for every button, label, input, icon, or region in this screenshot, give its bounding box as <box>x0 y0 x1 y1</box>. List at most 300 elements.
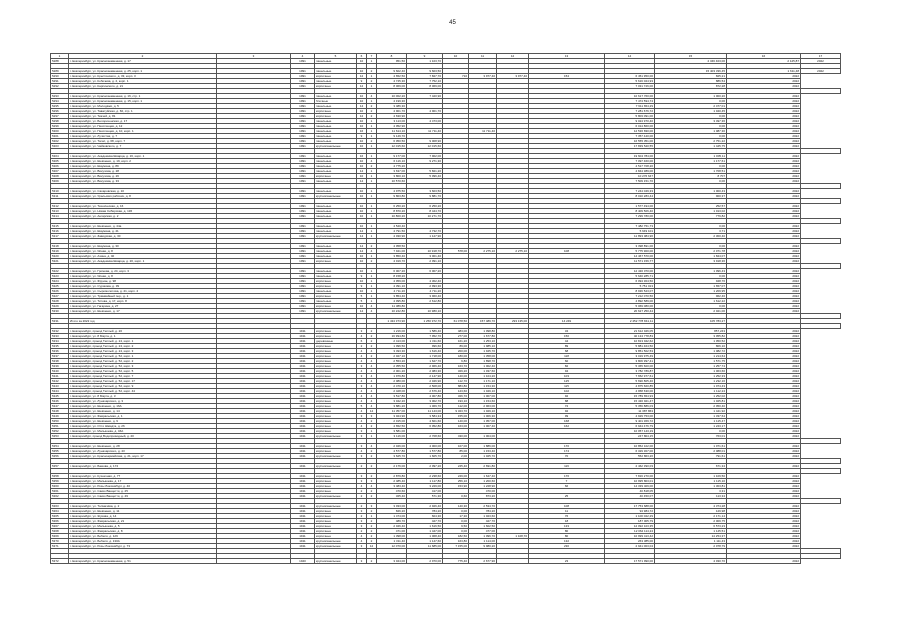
table-cell: 12 070,00 <box>377 544 407 549</box>
table-cell: 7 952,70 <box>407 334 443 339</box>
table-cell: 14 <box>357 179 367 184</box>
table-cell: 10 <box>357 144 367 149</box>
table-cell: 1911 <box>291 444 315 449</box>
table-cell: 6 094 304,50 <box>605 279 655 284</box>
table-cell <box>801 324 841 329</box>
table-cell: 10 <box>357 289 367 294</box>
table-cell: 2 470,10 <box>377 384 407 389</box>
table-cell: 3 <box>357 519 367 524</box>
table-cell: 115 <box>529 384 605 389</box>
table-cell: 1 612,22 <box>655 299 727 304</box>
column-header: 6 <box>357 54 367 59</box>
table-cell: 1 214,64 <box>655 354 727 359</box>
table-cell: 571,30 <box>407 494 443 499</box>
table-cell: 3 <box>357 474 367 479</box>
table-cell: 0,00 <box>655 179 727 184</box>
table-cell: 1 109,50 <box>655 474 727 479</box>
table-cell: 70 <box>529 454 605 459</box>
table-cell: 1 100 022,29 <box>605 514 655 519</box>
table-cell: 7 902,00 <box>407 154 443 159</box>
page-number: 45 <box>449 20 456 26</box>
table-cell: 10 <box>357 69 367 74</box>
table-cell: 6 <box>357 339 367 344</box>
table-cell: 10 <box>357 304 367 309</box>
table-cell: 5 640 285,71 <box>605 274 655 279</box>
table-cell: 2022 <box>727 329 801 334</box>
table-cell: 2 677,90 <box>469 559 497 564</box>
table-cell: 6 573,23 <box>655 524 727 529</box>
table-cell: 775,40 <box>443 559 469 564</box>
table-cell <box>801 184 841 189</box>
table-cell: 10 <box>357 269 367 274</box>
table-cell: 0,00 <box>655 429 727 434</box>
table-cell: 162 <box>529 424 605 429</box>
table-cell: 2 691,80 <box>469 464 497 469</box>
table-cell: панельные <box>315 204 357 209</box>
table-cell: г. Екатеринбург, ул. Розы Люксембург, д. 73 <box>69 544 217 549</box>
table-cell: г. Екатеринбург, ул. Трамвайный пер., д. 1 <box>69 294 217 299</box>
table-cell: 21 612 946,05 <box>605 329 655 334</box>
table-cell: 5321 <box>51 259 69 264</box>
table-cell: 5318 <box>51 244 69 249</box>
table-cell: 2022 <box>727 374 801 379</box>
table-cell: 1 <box>367 129 377 134</box>
table-cell: 5348 <box>51 409 69 414</box>
table-cell: 2 462 390,03 <box>605 464 655 469</box>
table-cell: г. Екатеринбург, ул. Фрунзе, д. 98 <box>69 279 217 284</box>
table-cell: 5312 <box>51 204 69 209</box>
table-cell: 2022 <box>727 294 801 299</box>
table-cell: 2 413,00 <box>377 339 407 344</box>
table-cell: панельные <box>315 254 357 259</box>
table-cell: 11 357,00 <box>377 409 407 414</box>
table-cell: 1991 <box>291 59 315 64</box>
table-cell: кирпичные <box>315 449 357 454</box>
table-cell: 5329 <box>51 304 69 309</box>
table-cell: 4 <box>367 484 377 489</box>
table-cell: 1 <box>367 144 377 149</box>
table-cell: 325,40 <box>377 494 407 499</box>
table-cell: 2022 <box>727 514 801 519</box>
table-cell: кирпичные <box>315 109 357 114</box>
table-cell: 150 <box>529 334 605 339</box>
table-cell: 0,00 <box>443 509 469 514</box>
table-cell: 7 281 676,72 <box>605 109 655 114</box>
table-cell: 5350 <box>51 419 69 424</box>
table-cell: 2 708,60 <box>407 434 443 439</box>
table-cell: 2022 <box>727 269 801 274</box>
table-cell: г. Екатеринбург, ул. Сакко Ванцетти, д. 25 <box>69 489 217 494</box>
table-cell: 1 000,20 <box>655 94 727 99</box>
table-cell: 2022 <box>727 399 801 404</box>
table-cell: панельные <box>315 159 357 164</box>
table-cell: 1 147,60 <box>407 539 443 544</box>
table-cell: 10 617 760,00 <box>605 94 655 99</box>
table-cell: 4 <box>357 534 367 539</box>
table-cell: 1 252,33 <box>655 374 727 379</box>
table-cell: 3 <box>357 524 367 529</box>
table-cell: 5327 <box>51 294 69 299</box>
table-cell: 163,00 <box>443 424 469 429</box>
table-cell: 4 <box>357 349 367 354</box>
table-cell: г. Екатеринбург, проезд Теплый, д. 20 <box>69 329 217 334</box>
table-cell: 10 <box>357 159 367 164</box>
table-cell: 12 <box>357 114 367 119</box>
table-cell: 2022 <box>727 229 801 234</box>
table-cell: 9 149,70 <box>377 134 407 139</box>
table-cell: 2022 <box>727 259 801 264</box>
table-cell: г. Екатеринбург, ул. Краснознаменная, д. 16, стр. 1 <box>69 94 217 99</box>
table-cell: 2 676,40 <box>407 389 443 394</box>
table-cell: 2 <box>367 464 377 469</box>
table-cell: 1991 <box>291 209 315 214</box>
table-cell: кирпичные <box>315 304 357 309</box>
table-cell: 1911 <box>291 349 315 354</box>
table-cell: 14 <box>367 409 377 414</box>
table-cell: г. Екатеринбург, ул. Новая Сибирская, д. 136 <box>69 209 217 214</box>
table-cell: кирпичные <box>315 394 357 399</box>
table-cell: 2022 <box>727 504 801 509</box>
table-cell: 1911 <box>291 534 315 539</box>
table-cell: 1 037,60 <box>469 369 497 374</box>
table-cell: 4 <box>367 399 377 404</box>
table-cell: 2022 <box>727 209 801 214</box>
table-cell: 9 401 369,72 <box>605 419 655 424</box>
table-cell: 2 009,75 <box>655 519 727 524</box>
table-cell: 1 <box>367 204 377 209</box>
table-cell: 7 420,90 <box>407 94 443 99</box>
table-cell: 883,80 <box>443 384 469 389</box>
table-cell: 1 145,51 <box>655 529 727 534</box>
table-cell: 5355 <box>51 449 69 454</box>
table-cell: 1 <box>367 99 377 104</box>
table-cell: панельные <box>315 289 357 294</box>
table-cell: 1 243,17 <box>655 424 727 429</box>
table-cell: 40 134 778,83 <box>605 334 655 339</box>
table-cell: 4 732,70 <box>407 229 443 234</box>
table-cell: 163,70 <box>443 364 469 369</box>
table-cell: 2 <box>367 259 377 264</box>
table-cell: 2 534,70 <box>469 504 497 509</box>
table-cell: 1 104,20 <box>469 374 497 379</box>
table-cell: 116 <box>529 464 605 469</box>
table-cell: 1 657,07 <box>655 284 727 289</box>
table-cell: 1 232,16 <box>655 379 727 384</box>
table-cell: 886,54 <box>655 79 727 84</box>
table-cell: 3 493,30 <box>377 349 407 354</box>
table-cell: 2 <box>357 504 367 509</box>
table-cell: 5340 <box>51 369 69 374</box>
table-cell: 0,00 <box>655 134 727 139</box>
table-cell: г. Екатеринбург, ул. Тагил, д. 68, корп. 7 <box>69 139 217 144</box>
table-cell: панельные <box>315 94 357 99</box>
table-cell: 3 <box>357 434 367 439</box>
table-cell: 2022 <box>727 79 801 84</box>
table-cell: 1 <box>367 279 377 284</box>
table-cell: кирпичные <box>315 429 357 434</box>
table-cell: 113,34 <box>655 494 727 499</box>
table-cell: 5306 <box>51 164 69 169</box>
table-cell: 7 941,00 <box>377 249 407 254</box>
table-cell: 132 <box>529 539 605 544</box>
table-cell: 2 001,20 <box>377 369 407 374</box>
table-cell: 25 <box>529 494 605 499</box>
table-cell: 2 <box>367 244 377 249</box>
table-cell: 4 <box>357 379 367 384</box>
table-cell: 1911 <box>291 424 315 429</box>
table-cell: 3 <box>357 479 367 484</box>
table-cell: 245,40 <box>443 464 469 469</box>
table-cell: 1991 <box>291 214 315 219</box>
table-cell: 9 008,90 <box>407 139 443 144</box>
table-cell: 2 926,40 <box>407 504 443 509</box>
table-cell: 1 886,00 <box>469 444 497 449</box>
table-cell: 1 611,48 <box>727 69 801 74</box>
table-cell: 427,70 <box>469 519 497 524</box>
table-cell: 2022 <box>727 389 801 394</box>
table-cell: 552 863,26 <box>605 454 655 459</box>
table-cell: 2 <box>367 489 377 494</box>
table-cell: 1 616,40 <box>407 349 443 354</box>
table-cell: 1 117,80 <box>407 479 443 484</box>
table-cell: 873,20 <box>469 494 497 499</box>
table-cell: 5361 <box>51 489 69 494</box>
table-cell: 1 007,40 <box>469 424 497 429</box>
table-cell: 2 <box>367 344 377 349</box>
table-cell: 2 <box>367 519 377 524</box>
table-cell: 1 171,10 <box>469 379 497 384</box>
table-cell: крупнопанельные <box>315 144 357 149</box>
table-cell: 4 <box>367 369 377 374</box>
table-cell: 125 <box>529 379 605 384</box>
table-cell: 4 775,20 <box>377 164 407 169</box>
table-cell: 10 <box>357 94 367 99</box>
table-cell: 5358 <box>51 474 69 479</box>
table-cell: 5352 <box>51 429 69 434</box>
table-cell <box>801 239 841 244</box>
housing-table <box>50 53 841 564</box>
table-cell: панельные <box>315 189 357 194</box>
table-cell: 112,70 <box>443 379 469 384</box>
table-cell: 76 <box>529 514 605 519</box>
table-cell: 2022 <box>727 94 801 99</box>
table-cell: 15 430 921,47 <box>605 399 655 404</box>
table-cell: 1 050,52 <box>655 339 727 344</box>
table-cell: 5349 <box>51 414 69 419</box>
table-cell: 4 <box>367 359 377 364</box>
table-cell: 2 046,00 <box>377 444 407 449</box>
table-cell: г. Екатеринбург, ул. Малышева, д. 17 <box>69 479 217 484</box>
table-cell: 1991 <box>291 299 315 304</box>
table-cell: 5353 <box>51 434 69 439</box>
table-cell: 1991 <box>291 114 315 119</box>
table-cell: 11 387 863 <box>605 409 655 414</box>
table-cell: 2 <box>367 139 377 144</box>
table-cell: 11 711,40 <box>407 129 443 134</box>
table-cell: 1 979,80 <box>377 374 407 379</box>
table-cell: 4 745,30 <box>377 79 407 84</box>
table-cell: панельные <box>315 209 357 214</box>
table-cell: 1 945,70 <box>469 349 497 354</box>
table-cell: 5354 <box>51 444 69 449</box>
table-cell: 0,00 <box>655 224 727 229</box>
table-cell: 2 751,22 <box>655 139 727 144</box>
table-cell: 1991 <box>291 249 315 254</box>
table-cell: 1991 <box>291 164 315 169</box>
table-cell: 5360 <box>51 484 69 489</box>
table-cell: 2022 <box>727 174 801 179</box>
table-cell: 7 816 270,00 <box>605 474 655 479</box>
table-cell: г. Екатеринбург, ул. Ясная, д. 8 <box>69 249 217 254</box>
table-cell: 5304 <box>51 154 69 159</box>
table-cell: 3 229,00 <box>407 484 443 489</box>
table-cell: 2 355,50 <box>377 364 407 369</box>
table-cell: панельные <box>315 104 357 109</box>
table-cell: 5 751 013 <box>605 284 655 289</box>
table-cell: 5324 <box>51 279 69 284</box>
table-cell: 2 091,10 <box>407 259 443 264</box>
table-cell: г. Екатеринбург, ул. Краснознаменная, д. 15, корп. 1 <box>69 99 217 104</box>
table-cell: кирпичные <box>315 404 357 409</box>
table-cell: 1991 <box>291 69 315 74</box>
table-cell: 4 <box>357 399 367 404</box>
table-cell: г. Екатеринбург, ул. Малышева, д. 5 <box>69 524 217 529</box>
table-cell: панельные <box>315 224 357 229</box>
table-cell: 6 050,50 <box>377 139 407 144</box>
table-cell: 5 881 464,50 <box>605 344 655 349</box>
table-cell: 2 993,30 <box>407 284 443 289</box>
table-cell: 4 875 660,85 <box>605 384 655 389</box>
table-cell: 1991 <box>291 119 315 124</box>
table-cell: 5317 <box>51 234 69 239</box>
table-cell: кирпичные <box>315 284 357 289</box>
table-cell: кирпичные <box>315 379 357 384</box>
table-cell: г. Екатеринбург, ул. Бажова, д. 174 <box>69 464 217 469</box>
table-cell: 293 135,00 <box>497 319 529 324</box>
table-cell: 4 <box>357 369 367 374</box>
table-cell: 107,00 <box>443 444 469 449</box>
table-cell: 784,20 <box>469 509 497 514</box>
table-cell: кирпичные <box>315 349 357 354</box>
column-header: 11 <box>469 54 497 59</box>
table-cell: 10 <box>357 214 367 219</box>
table-cell: 1 002,40 <box>469 364 497 369</box>
column-header: 5 <box>315 54 357 59</box>
table-cell: 1911 <box>291 509 315 514</box>
table-cell: 6 007,20 <box>377 269 407 274</box>
table-cell: 779,82 <box>655 214 727 219</box>
table-cell: г. Екатеринбург, ул. Красноармейская, д. 21, корп. 17 <box>69 454 217 459</box>
table-cell: 5328 <box>51 299 69 304</box>
table-cell: 2 <box>367 419 377 424</box>
table-cell: 1991 <box>291 269 315 274</box>
table-cell: 5330 <box>51 309 69 314</box>
table-cell: 1991 <box>291 139 315 144</box>
table-cell: 2022 <box>727 334 801 339</box>
table-cell: 3 854,40 <box>377 294 407 299</box>
table-cell: 1991 <box>291 169 315 174</box>
table-cell: 1 108,70 <box>497 534 529 539</box>
table-cell <box>801 264 841 269</box>
table-cell: 1991 <box>291 74 315 79</box>
table-cell: 163,80 <box>443 539 469 544</box>
table-cell: 11 893 084,96 <box>605 234 655 239</box>
table-cell: 489,70 <box>377 519 407 524</box>
table-cell: 1 577 494,00 <box>605 204 655 209</box>
table-cell: 1991 <box>291 304 315 309</box>
table-cell: 4 <box>357 394 367 399</box>
table-cell: панельные <box>315 269 357 274</box>
table-cell: 5363 <box>51 504 69 509</box>
table-cell: 103 <box>529 374 605 379</box>
table-cell: 72 <box>529 404 605 409</box>
table-cell: 9 <box>357 284 367 289</box>
table-cell: 2 <box>367 494 377 499</box>
table-cell: 1 <box>367 119 377 124</box>
table-cell: 16 <box>357 154 367 159</box>
table-cell: 4 019,70 <box>377 259 407 264</box>
table-cell: 3 603,50 <box>407 189 443 194</box>
table-cell: 2 <box>357 514 367 519</box>
table-cell: 193,10 <box>443 399 469 404</box>
table-cell: 962,46 <box>655 294 727 299</box>
table-cell: 10 276 647 <box>605 174 655 179</box>
table-cell: 2 <box>367 334 377 339</box>
table-cell: 11 685,00 <box>407 544 443 549</box>
table-cell: 4 711,20 <box>377 289 407 294</box>
table-cell: крупнопанельные <box>315 544 357 549</box>
table-cell: 5357 <box>51 464 69 469</box>
table-cell: г. Екатеринбург, ул. Февральская, д. 1 <box>69 414 217 419</box>
table-cell: 5335 <box>51 344 69 349</box>
table-cell: 1 985,10 <box>469 344 497 349</box>
table-cell: 168 <box>529 419 605 424</box>
table-cell <box>801 439 841 444</box>
table-cell: г. Екатеринбург, ул. Толмачёва, д. 2 <box>69 504 217 509</box>
table-cell: 1 303,81 <box>655 484 727 489</box>
table-cell: 1911 <box>291 514 315 519</box>
table-cell: 3 <box>357 414 367 419</box>
table-cell: 2 078,79 <box>655 544 727 549</box>
table-cell: 5 775 900,00 <box>605 249 655 254</box>
table-cell: 2022 <box>727 534 801 539</box>
table-cell: 1 <box>367 514 377 519</box>
table-cell: 2022 <box>727 104 801 109</box>
table-cell: 5291 <box>51 79 69 84</box>
table-cell: 5367 <box>51 524 69 529</box>
table-cell: 1991 <box>291 174 315 179</box>
table-cell: 2 <box>367 339 377 344</box>
table-cell: 1 103,70 <box>407 59 443 64</box>
table-cell: 0,00 <box>655 114 727 119</box>
table-cell: г. Екатеринбург, ул. Громова, д. 24, корп. 3 <box>69 269 217 274</box>
table-cell: 8 870,20 <box>377 209 407 214</box>
table-cell: Итого за 2022 год <box>69 319 217 324</box>
table-cell: 1911 <box>291 364 315 369</box>
table-cell <box>801 219 841 224</box>
table-cell: 2022 <box>727 194 801 199</box>
table-cell: 430,00 <box>443 434 469 439</box>
table-cell: г. Екатеринбург, проезд Теплый, д. 52, корп. 7 <box>69 374 217 379</box>
table-cell: 1911 <box>291 544 315 549</box>
table-cell: 4 517 708,20 <box>605 164 655 169</box>
table-cell <box>801 199 841 204</box>
table-cell: 15 789 654,93 <box>605 394 655 399</box>
table-cell <box>497 559 529 564</box>
table-cell: 2 <box>367 164 377 169</box>
table-cell: 1991 <box>291 94 315 99</box>
table-cell: 3 881,20 <box>377 404 407 409</box>
